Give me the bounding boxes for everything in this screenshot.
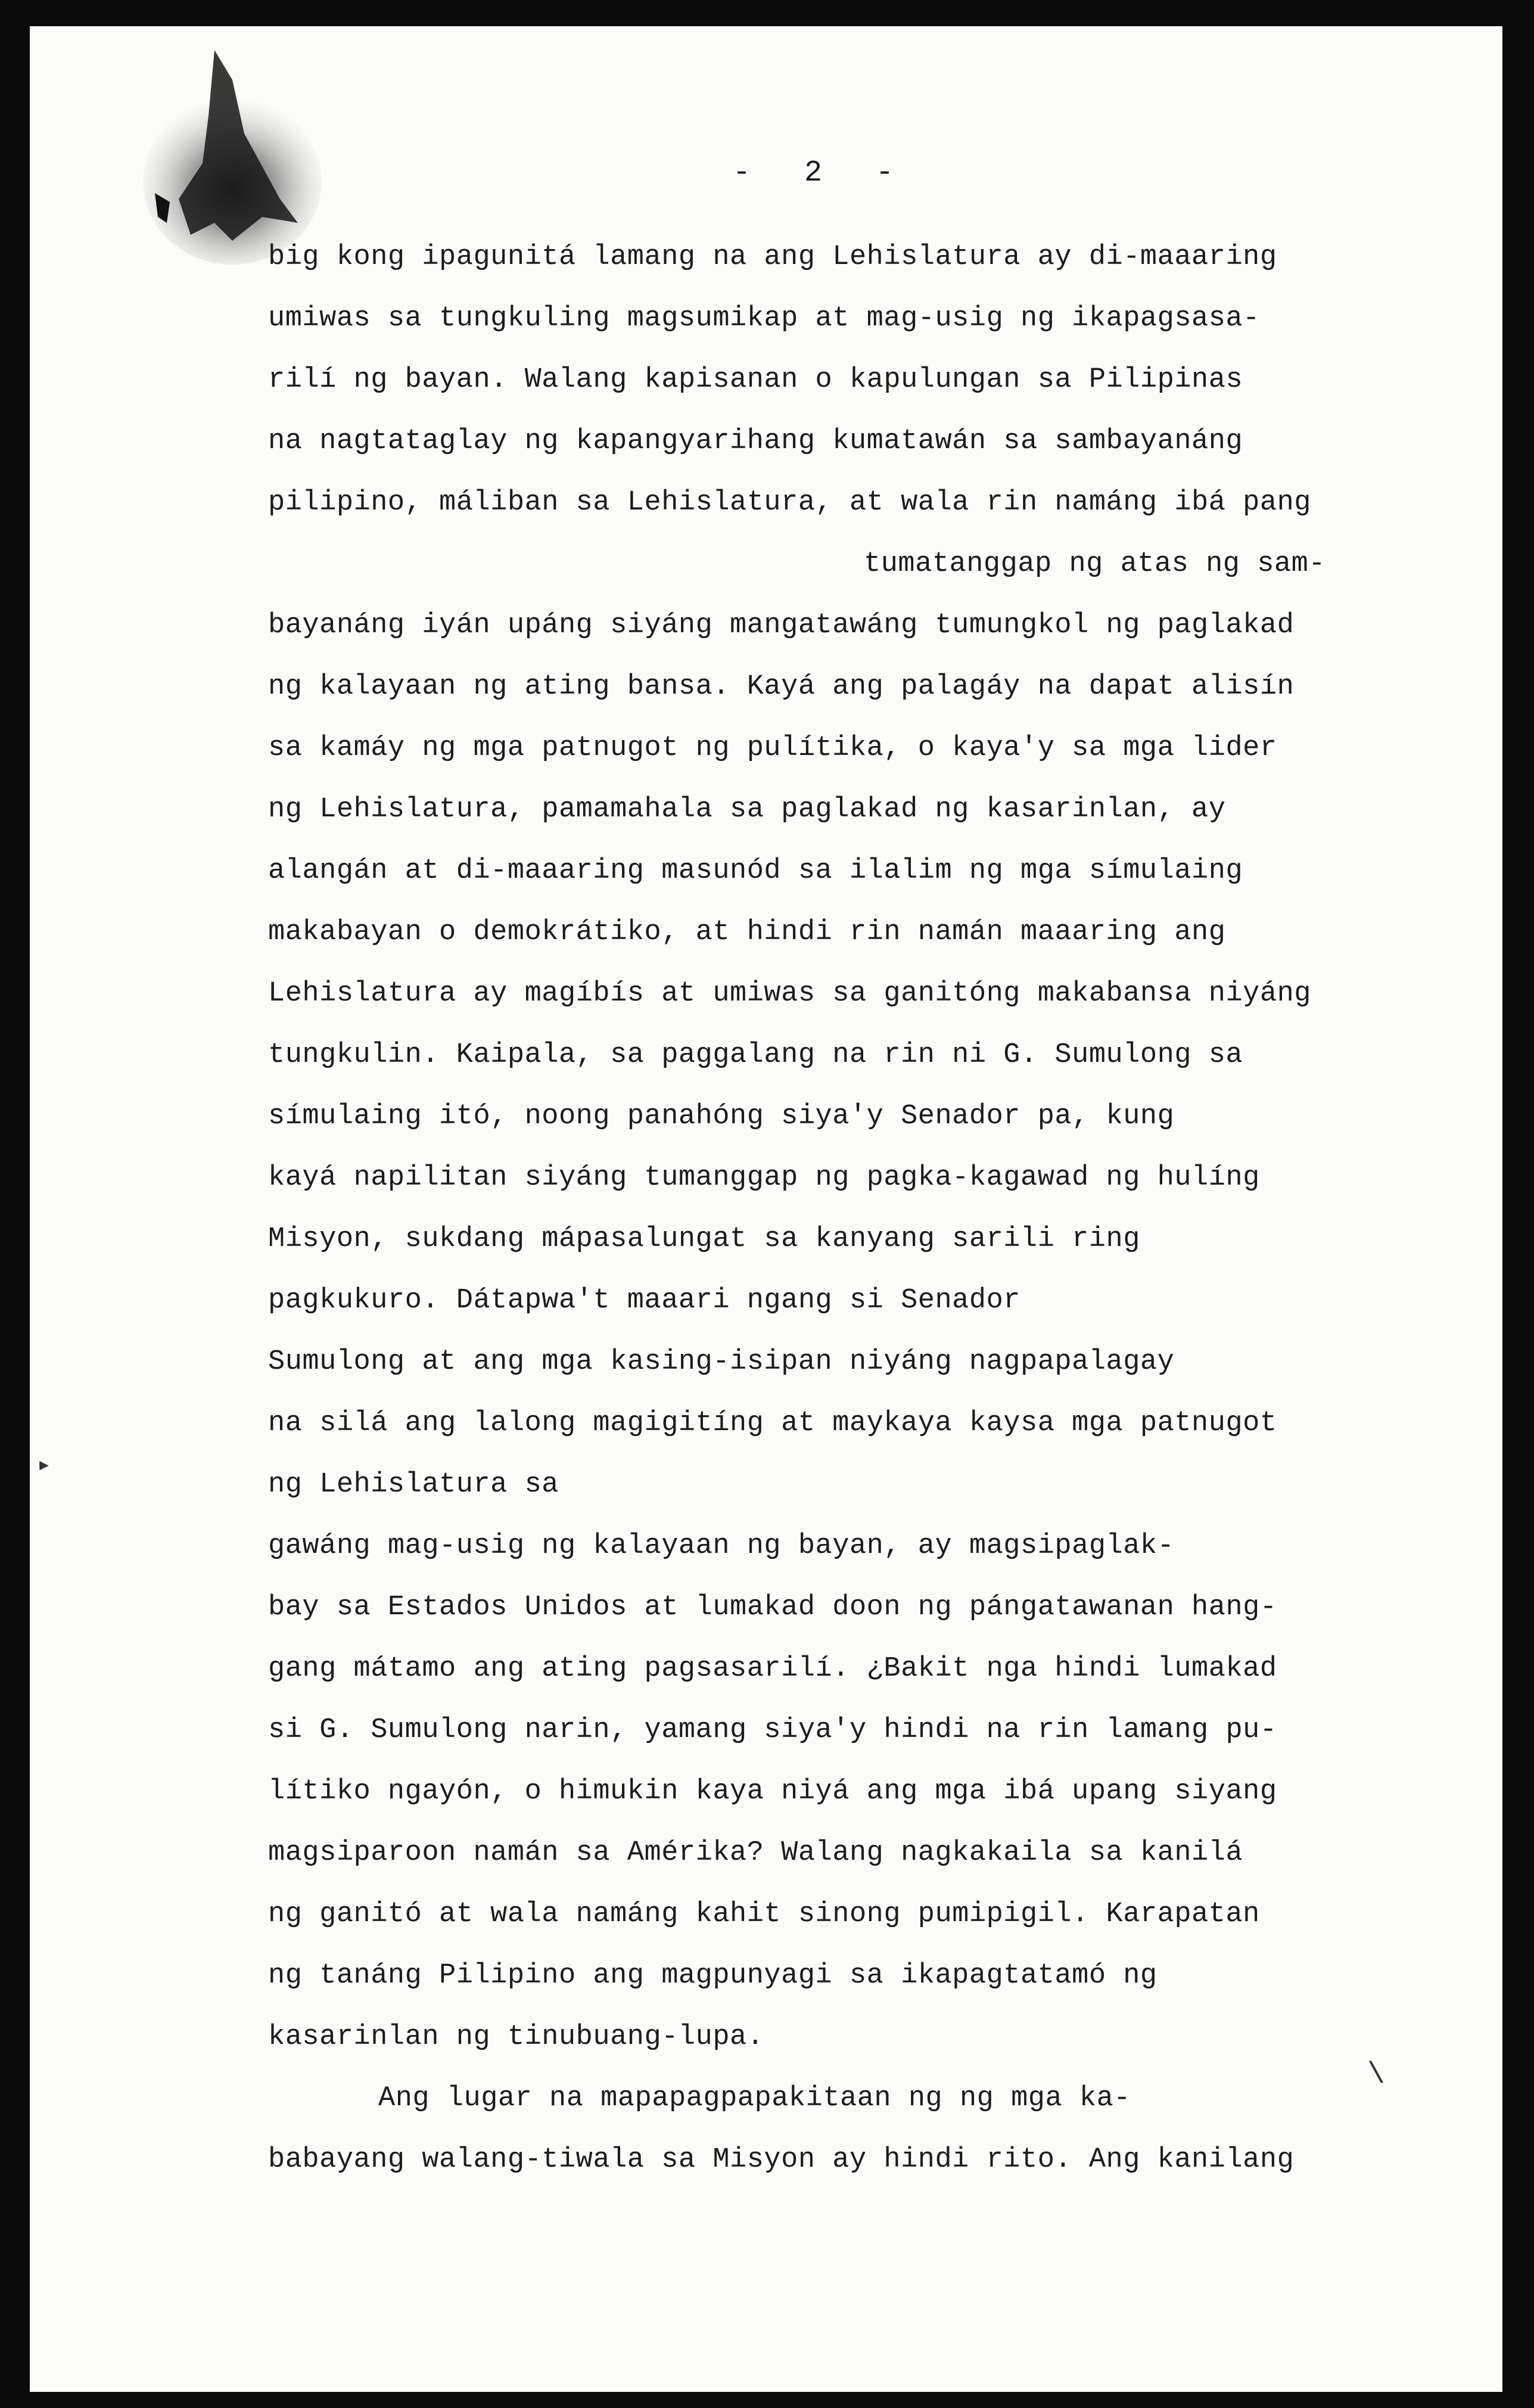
text-line: ng Lehislatura sa [268, 1469, 559, 1500]
text-line: alangán at di-maaaring masunód sa ilalim ng mga símulaing [268, 855, 1243, 887]
margin-mark: \ [1367, 2058, 1386, 2092]
text-line: pilipino, máliban sa Lehislatura, at wala rin namáng ibá pang [268, 487, 1311, 518]
text-line: makabayan o demokrátiko, at hindi rin namán maaaring ang [268, 916, 1226, 948]
text-line: Misyon, sukdang mápasalungat sa kanyang sarili ring [268, 1223, 1140, 1255]
text-line: tumatanggap ng atas ng sam- [864, 548, 1326, 580]
text-line: bay sa Estados Unidos at lumakad doon ng pángatawanan hang- [268, 1592, 1277, 1623]
text-line: sa kamáy ng mga patnugot ng pulítika, o kaya'y sa mga lider [268, 732, 1277, 764]
text-line: kayá napilitan siyáng tumanggap ng pagka-kagawad ng hulíng [268, 1162, 1260, 1194]
text-line: ng ganitó at wala namáng kahit sinong pumipigil. Karapatan [268, 1899, 1260, 1930]
document-page [30, 26, 1502, 2392]
text-line: ng Lehislatura, pamamahala sa paglakad ng kasarinlan, ay [268, 794, 1226, 825]
text-line: umiwas sa tungkuling magsumikap at mag-usig ng ikapagsasa- [268, 303, 1260, 334]
text-line: gawáng mag-usig ng kalayaan ng bayan, ay magsipaglak- [268, 1530, 1175, 1562]
text-line: na nagtataglay ng kapangyarihang kumatawán sa sambayanáng [268, 425, 1243, 457]
text-line: kasarinlan ng tinubuang-lupa. [268, 2021, 764, 2053]
text-line: big kong ipagunitá lamang na ang Lehislatura ay di-maaaring [268, 241, 1277, 273]
text-line: gang mátamo ang ating pagsasarilí. ¿Bakit nga hindi lumakad [268, 1653, 1277, 1685]
typewritten-body [268, 226, 1430, 2190]
text-line: magsiparoon namán sa Amérika? Walang nagkakaila sa kanilá [268, 1837, 1243, 1869]
text-line: babayang walang-tiwala sa Misyon ay hindi rito. Ang kanilang [268, 2144, 1295, 2176]
text-line: pagkukuro. Dátapwa't maaari ngang si Senador [268, 1285, 1021, 1316]
text-line: bayanáng iyán upáng siyáng mangatawáng tumungkol ng paglakad [268, 610, 1295, 641]
text-line: rilí ng bayan. Walang kapisanan o kapulungan sa Pilipinas [268, 364, 1243, 396]
text-line: ng kalayaan ng ating bansa. Kayá ang palagáy na dapat alisín [268, 671, 1295, 703]
text-line: ng tanáng Pilipino ang magpunyagi sa ikapagtatamó ng [268, 1960, 1157, 1991]
text-line: si G. Sumulong narin, yamang siya'y hindi na rin lamang pu- [268, 1714, 1277, 1746]
text-line: Sumulong at ang mga kasing-isipan niyáng nagpapalagay [268, 1346, 1175, 1378]
text-line: Lehislatura ay magíbís at umiwas sa ganitóng makabansa niyáng [268, 978, 1311, 1009]
text-line: na silá ang lalong magigitíng at maykaya kaysa mga patnugot [268, 1407, 1277, 1439]
margin-mark: ▸ [37, 1453, 52, 1480]
text-line: Ang lugar na mapapagpapakitaan ng ng mga ka- [378, 2083, 1131, 2114]
page-number: - 2 - [733, 156, 912, 190]
text-line: símulaing itó, noong panahóng siya'y Senador pa, kung [268, 1101, 1175, 1132]
text-line: tungkulin. Kaipala, sa paggalang na rin ni G. Sumulong sa [268, 1039, 1243, 1071]
text-line: lítiko ngayón, o himukin kaya niyá ang mga ibá upang siyang [268, 1776, 1277, 1807]
